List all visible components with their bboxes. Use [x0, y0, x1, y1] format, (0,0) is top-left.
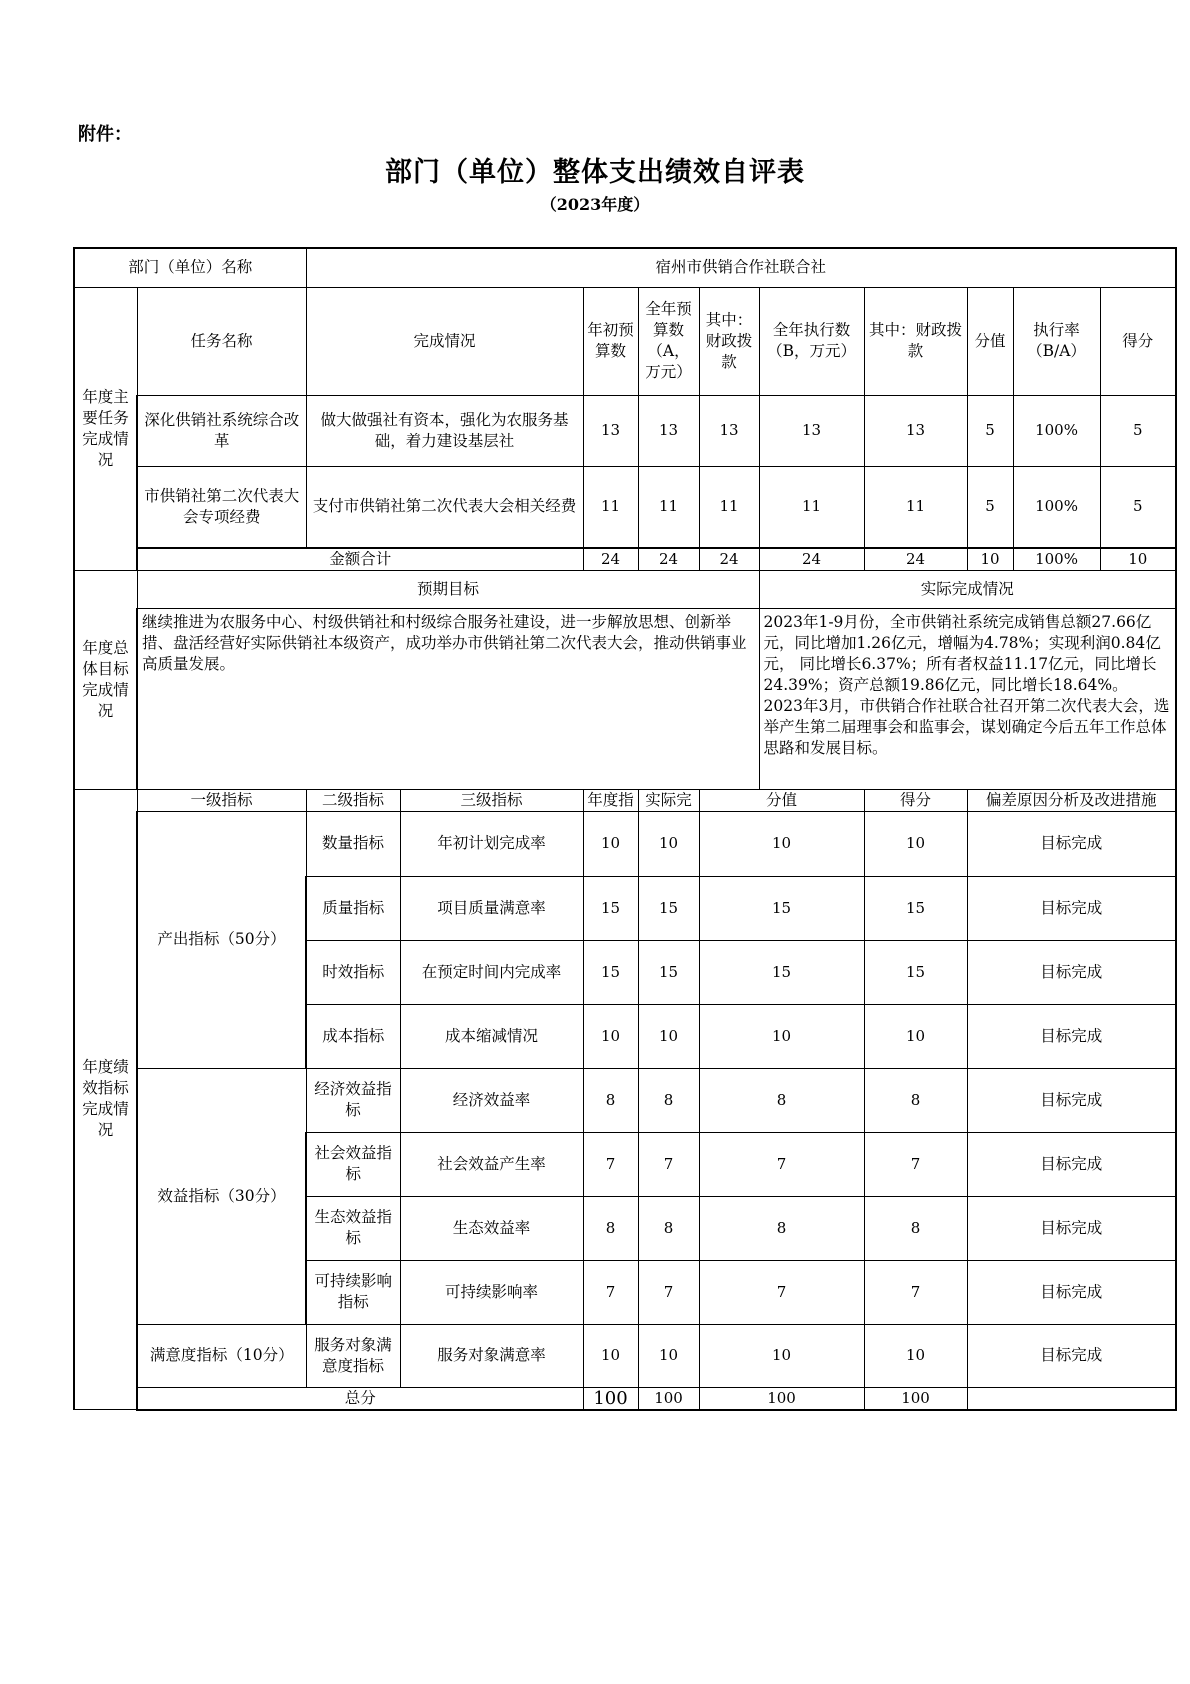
indicator-actual: 8 — [638, 1196, 699, 1260]
indicator-target: 10 — [583, 1004, 638, 1068]
header-status: 完成情况 — [306, 287, 583, 395]
indicator-level2: 可持续影响指标 — [306, 1260, 400, 1324]
indicator-target: 10 — [583, 811, 638, 876]
indicator-actual: 10 — [638, 1004, 699, 1068]
total-executed: 24 — [759, 548, 864, 570]
indicator-analysis: 目标完成 — [967, 876, 1176, 940]
indicator-level3: 社会效益产生率 — [400, 1132, 583, 1196]
header-level3: 三级指标 — [400, 789, 583, 811]
total-executed-fiscal: 24 — [864, 548, 967, 570]
indicator-score: 7 — [864, 1132, 967, 1196]
evaluation-table — [73, 247, 1177, 1411]
indicator-score: 10 — [864, 1004, 967, 1068]
indicator-value: 15 — [699, 876, 864, 940]
task-executed: 11 — [759, 466, 864, 547]
indicator-level3: 在预定时间内完成率 — [400, 940, 583, 1004]
goals-section-label: 年度总体目标完成情况 — [74, 570, 137, 789]
tasks-section-label: 年度主要任务完成情况 — [74, 287, 137, 570]
header-value: 分值 — [699, 789, 864, 811]
task-initial: 11 — [583, 466, 638, 547]
header-executed-fiscal: 其中：财政拨款 — [864, 287, 967, 395]
header-rate: 执行率（B/A） — [1013, 287, 1100, 395]
indicator-level3: 年初计划完成率 — [400, 811, 583, 876]
group-benefit: 效益指标（30分） — [137, 1068, 306, 1324]
task-header-row — [74, 287, 1176, 395]
actual-text-part-1: 2023年1-9月份，全市供销社系统完成销售总额27.66亿元，同比增加1.26亿元，增幅为4.78%；实现利润0.84亿元， 同比增长6.37%；所有者权益11.17亿元，同比增长24.39%；资产总额19.86亿元，同比增长18.64%。 — [763, 612, 1161, 694]
total-initial: 24 — [583, 548, 638, 570]
task-score: 5 — [1100, 466, 1176, 547]
indicator-score: 8 — [864, 1196, 967, 1260]
indicator-row — [74, 811, 1176, 876]
indicator-analysis: 目标完成 — [967, 940, 1176, 1004]
indicator-total-value: 100 — [699, 1387, 864, 1410]
indicator-analysis: 目标完成 — [967, 1068, 1176, 1132]
document-subtitle: （2023年度） — [540, 195, 650, 214]
indicator-analysis: 目标完成 — [967, 1260, 1176, 1324]
indicator-actual: 8 — [638, 1068, 699, 1132]
indicator-level2: 成本指标 — [306, 1004, 400, 1068]
task-name: 市供销社第二次代表大会专项经费 — [137, 466, 306, 547]
indicator-analysis: 目标完成 — [967, 811, 1176, 876]
task-initial: 13 — [583, 395, 638, 466]
group-output: 产出指标（50分） — [137, 811, 306, 1068]
indicator-value: 10 — [699, 811, 864, 876]
indicator-value: 7 — [699, 1132, 864, 1196]
document-title: 部门（单位）整体支出绩效自评表 — [385, 157, 805, 188]
indicators-section-label: 年度绩效指标完成情况 — [74, 789, 137, 1410]
indicator-score: 10 — [864, 1324, 967, 1387]
total-value: 10 — [967, 548, 1013, 570]
indicator-total-score: 100 — [864, 1387, 967, 1410]
task-annual: 11 — [638, 466, 699, 547]
unit-name: 宿州市供销合作社联合社 — [306, 248, 1176, 287]
indicator-value: 7 — [699, 1260, 864, 1324]
indicator-target: 8 — [583, 1068, 638, 1132]
task-executed-fiscal: 11 — [864, 466, 967, 547]
total-fiscal: 24 — [699, 548, 759, 570]
indicator-analysis: 目标完成 — [967, 1004, 1176, 1068]
indicator-row — [74, 1324, 1176, 1387]
task-executed-fiscal: 13 — [864, 395, 967, 466]
task-annual: 13 — [638, 395, 699, 466]
task-rate: 100% — [1013, 395, 1100, 466]
header-actual: 实际完 — [638, 789, 699, 811]
task-name: 深化供销社系统综合改革 — [137, 395, 306, 466]
indicator-analysis: 目标完成 — [967, 1324, 1176, 1387]
indicator-row — [74, 1068, 1176, 1132]
indicator-score: 15 — [864, 940, 967, 1004]
header-indicator-score: 得分 — [864, 789, 967, 811]
expected-header: 预期目标 — [137, 570, 759, 608]
task-fiscal: 11 — [699, 466, 759, 547]
indicator-target: 8 — [583, 1196, 638, 1260]
indicator-target: 7 — [583, 1260, 638, 1324]
indicator-actual: 15 — [638, 876, 699, 940]
header-task-name: 任务名称 — [137, 287, 306, 395]
actual-text-part-2: 2023年3月，市供销合作社联合社召开第二次代表大会，选举产生第二届理事会和监事会，谋划确定今后五年工作总体思路和发展目标。 — [763, 696, 1170, 757]
attachment-label: 附件： — [78, 124, 132, 145]
header-executed: 全年执行数（B，万元） — [759, 287, 864, 395]
header-analysis: 偏差原因分析及改进措施 — [967, 789, 1176, 811]
task-rate: 100% — [1013, 466, 1100, 547]
indicator-total-target: 100 — [583, 1387, 638, 1410]
indicator-score: 8 — [864, 1068, 967, 1132]
indicator-value: 8 — [699, 1196, 864, 1260]
header-initial-budget: 年初预算数 — [583, 287, 638, 395]
indicator-score: 10 — [864, 811, 967, 876]
indicator-level2: 生态效益指标 — [306, 1196, 400, 1260]
header-annual-budget: 全年预算数（A，万元） — [638, 287, 699, 395]
indicator-total-row — [74, 1387, 1176, 1410]
indicator-value: 10 — [699, 1324, 864, 1387]
header-level2: 二级指标 — [306, 789, 400, 811]
indicator-level2: 时效指标 — [306, 940, 400, 1004]
indicator-actual: 7 — [638, 1260, 699, 1324]
goals-content-row — [74, 608, 1176, 789]
indicator-actual: 10 — [638, 811, 699, 876]
indicator-header-row — [74, 789, 1176, 811]
indicator-level3: 经济效益率 — [400, 1068, 583, 1132]
indicator-total-actual: 100 — [638, 1387, 699, 1410]
task-value: 5 — [967, 466, 1013, 547]
task-value: 5 — [967, 395, 1013, 466]
task-fiscal: 13 — [699, 395, 759, 466]
task-status: 支付市供销社第二次代表大会相关经费 — [306, 466, 583, 547]
group-satisfaction: 满意度指标（10分） — [137, 1324, 306, 1387]
indicator-total-label: 总分 — [137, 1387, 583, 1410]
indicator-target: 15 — [583, 940, 638, 1004]
header-level1: 一级指标 — [137, 789, 306, 811]
task-status: 做大做强社有资本，强化为农服务基础，着力建设基层社 — [306, 395, 583, 466]
task-total-row — [74, 548, 1176, 570]
total-score: 10 — [1100, 548, 1176, 570]
header-annual-target: 年度指 — [583, 789, 638, 811]
indicator-score: 15 — [864, 876, 967, 940]
header-budget-fiscal: 其中：财政拨款 — [699, 287, 759, 395]
indicator-score: 7 — [864, 1260, 967, 1324]
indicator-total-analysis — [967, 1387, 1176, 1410]
indicator-actual: 10 — [638, 1324, 699, 1387]
task-row — [74, 395, 1176, 466]
indicator-level2: 经济效益指标 — [306, 1068, 400, 1132]
actual-text — [759, 608, 1176, 789]
indicator-target: 15 — [583, 876, 638, 940]
task-score: 5 — [1100, 395, 1176, 466]
task-total-label: 金额合计 — [137, 548, 583, 570]
indicator-level2: 服务对象满意度指标 — [306, 1324, 400, 1387]
task-row — [74, 466, 1176, 547]
header-score-value: 分值 — [967, 287, 1013, 395]
indicator-level3: 服务对象满意率 — [400, 1324, 583, 1387]
indicator-value: 10 — [699, 1004, 864, 1068]
indicator-analysis: 目标完成 — [967, 1132, 1176, 1196]
indicator-target: 10 — [583, 1324, 638, 1387]
indicator-actual: 15 — [638, 940, 699, 1004]
unit-row — [74, 248, 1176, 287]
header-score: 得分 — [1100, 287, 1176, 395]
total-rate: 100% — [1013, 548, 1100, 570]
actual-header: 实际完成情况 — [759, 570, 1176, 608]
indicator-level2: 质量指标 — [306, 876, 400, 940]
indicator-analysis: 目标完成 — [967, 1196, 1176, 1260]
total-annual: 24 — [638, 548, 699, 570]
unit-label: 部门（单位）名称 — [74, 248, 306, 287]
indicator-level3: 项目质量满意率 — [400, 876, 583, 940]
indicator-value: 8 — [699, 1068, 864, 1132]
indicator-level3: 成本缩减情况 — [400, 1004, 583, 1068]
indicator-value: 15 — [699, 940, 864, 1004]
task-executed: 13 — [759, 395, 864, 466]
indicator-level2: 社会效益指标 — [306, 1132, 400, 1196]
expected-text: 继续推进为农服务中心、村级供销社和村级综合服务社建设，进一步解放思想、创新举措、盘活经营好实际供销社本级资产，成功举办市供销社第二次代表大会，推动供销事业高质量发展。 — [137, 608, 759, 789]
indicator-actual: 7 — [638, 1132, 699, 1196]
indicator-level3: 生态效益率 — [400, 1196, 583, 1260]
indicator-level2: 数量指标 — [306, 811, 400, 876]
indicator-target: 7 — [583, 1132, 638, 1196]
indicator-level3: 可持续影响率 — [400, 1260, 583, 1324]
goals-header-row — [74, 570, 1176, 608]
